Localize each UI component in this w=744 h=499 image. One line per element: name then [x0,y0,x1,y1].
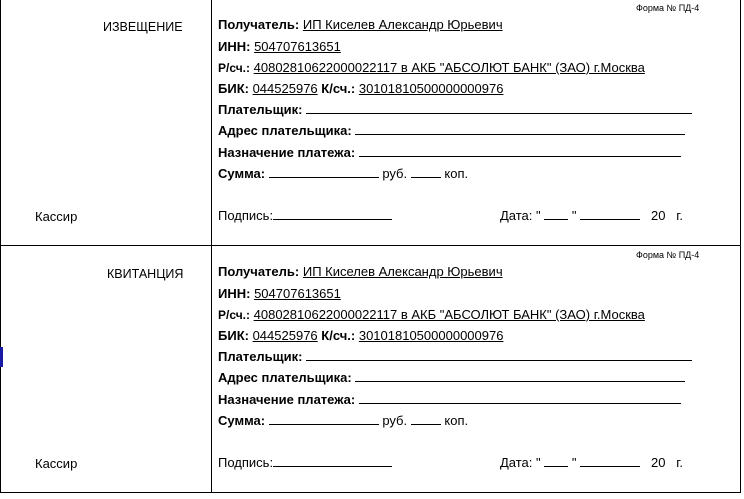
purpose-field[interactable] [359,392,681,404]
purpose-field[interactable] [359,145,681,157]
purpose-label: Назначение платежа: [218,392,356,407]
recipient-row [218,17,503,32]
kop-label: коп. [444,166,469,181]
date-g: г. [676,208,684,223]
bik-label: БИК: [218,328,249,343]
date-g: г. [676,455,684,470]
signature-field[interactable] [273,455,392,467]
date-month-field[interactable] [580,208,640,220]
sum-kop-field[interactable] [411,166,441,178]
payer-label: Плательщик: [218,349,303,364]
payer-field[interactable] [306,102,692,114]
section-divider [0,245,741,246]
payer-address-label: Адрес плательщика: [218,123,352,138]
account-row [218,307,645,322]
payer-address-row [218,370,685,385]
bik-value: 044525976 [252,81,318,96]
signature-row [218,455,392,470]
recipient-value: ИП Киселев Александр Юрьевич [302,264,503,279]
recipient-row [218,264,503,279]
sum-rub-field[interactable] [269,166,379,178]
inn-row [218,286,341,301]
inn-row [218,39,341,54]
date-year: 20 [650,208,666,223]
form-number: Форма № ПД-4 [636,3,700,13]
payer-row [218,349,692,364]
receipt-section [0,247,741,492]
bik-label: БИК: [218,81,249,96]
payer-address-field[interactable] [355,370,685,382]
sum-kop-field[interactable] [411,413,441,425]
date-label: Дата: " [500,455,541,470]
payer-address-field[interactable] [355,123,685,135]
recipient-label: Получатель: [218,17,300,32]
date-month-field[interactable] [580,455,640,467]
cashier-label: Кассир [35,456,78,471]
sum-row [218,166,468,181]
bik-value: 044525976 [252,328,318,343]
payer-address-row [218,123,685,138]
date-quote: " [571,455,577,470]
sum-rub-field[interactable] [269,413,379,425]
account-value: 40802810622000022117 в АКБ "АБСОЛЮТ БАНК" (ЗАО) г.Москва [253,307,645,322]
signature-field[interactable] [273,208,392,220]
payer-field[interactable] [306,349,692,361]
rub-label: руб. [382,166,408,181]
inn-label: ИНН: [218,39,251,54]
purpose-row [218,392,681,407]
recipient-label: Получатель: [218,264,300,279]
inn-value: 504707613651 [254,286,341,301]
sum-label: Сумма: [218,413,266,428]
bik-row [218,81,503,96]
rub-label: руб. [382,413,408,428]
form-number: Форма № ПД-4 [636,250,700,260]
kop-label: коп. [444,413,469,428]
purpose-row [218,145,681,160]
notice-section [0,0,741,245]
account-value: 40802810622000022117 в АКБ "АБСОЛЮТ БАНК" (ЗАО) г.Москва [253,60,645,75]
inn-value: 504707613651 [254,39,341,54]
corr-account-label: К/сч.: [321,81,356,96]
corr-account-value: 30101810500000000976 [358,81,504,96]
signature-row [218,208,392,223]
account-label: Р/сч.: [218,308,250,322]
bik-row [218,328,503,343]
account-label: Р/сч.: [218,61,250,75]
signature-label: Подпись: [218,208,274,223]
purpose-label: Назначение платежа: [218,145,356,160]
date-day-field[interactable] [544,208,568,220]
sum-row [218,413,468,428]
section-title: ИЗВЕЩЕНИЕ [103,20,183,34]
sum-label: Сумма: [218,166,266,181]
date-label: Дата: " [500,208,541,223]
date-quote: " [571,208,577,223]
corr-account-label: К/сч.: [321,328,356,343]
date-day-field[interactable] [544,455,568,467]
date-row [500,208,683,223]
payer-address-label: Адрес плательщика: [218,370,352,385]
cashier-label: Кассир [35,209,78,224]
recipient-value: ИП Киселев Александр Юрьевич [302,17,503,32]
payer-row [218,102,692,117]
date-year: 20 [650,455,666,470]
payer-label: Плательщик: [218,102,303,117]
section-title: КВИТАНЦИЯ [107,267,184,281]
corr-account-value: 30101810500000000976 [358,328,504,343]
date-row [500,455,683,470]
inn-label: ИНН: [218,286,251,301]
account-row [218,60,645,75]
signature-label: Подпись: [218,455,274,470]
